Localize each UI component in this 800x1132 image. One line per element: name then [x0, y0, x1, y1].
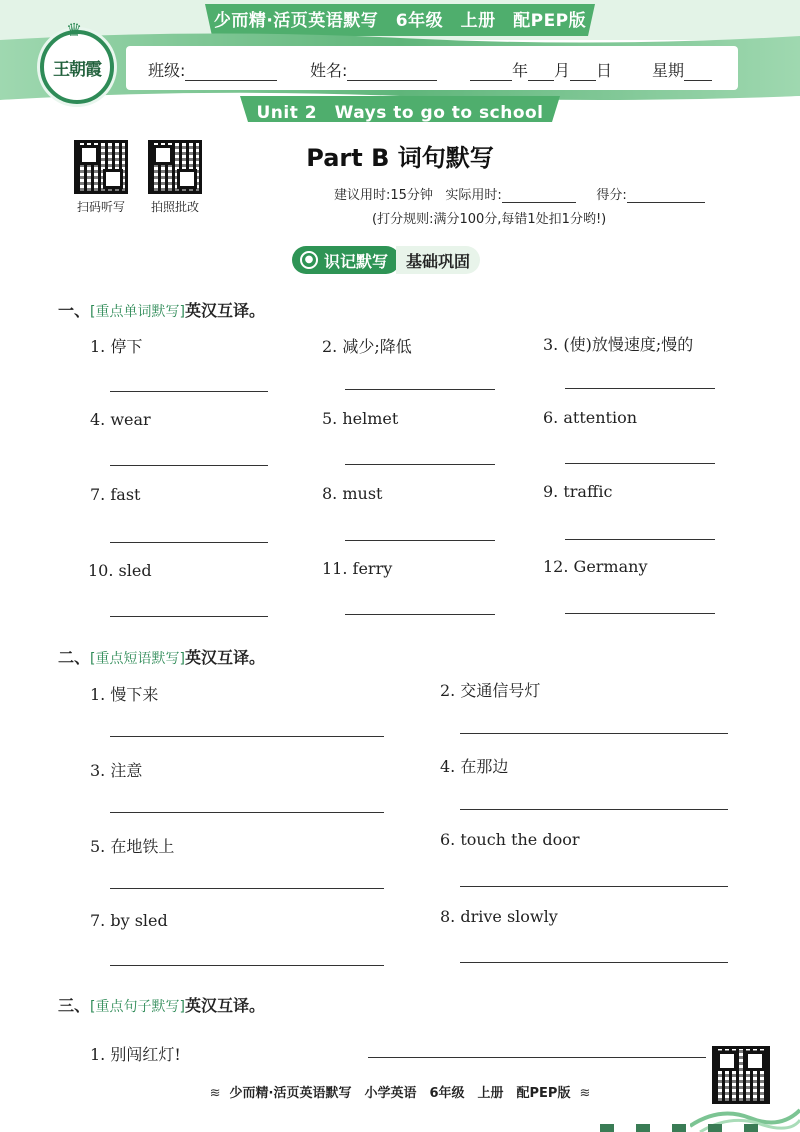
s1-item-10: 10. sled [88, 561, 152, 580]
listen-qr-caption: 扫码听写 [76, 200, 125, 214]
suggested-time: 建议用时:15分钟 [334, 188, 433, 203]
student-info-box [126, 46, 738, 90]
time-score-row [334, 184, 705, 203]
year-blank[interactable] [470, 63, 512, 81]
score-blank[interactable] [627, 189, 705, 203]
footer-wave-right: ≋ [579, 1086, 591, 1101]
edge-mark [672, 1124, 686, 1132]
section-1-instruction: 英汉互译。 [184, 301, 265, 320]
footer-wave-left: ≋ [209, 1086, 221, 1101]
day-label: 日 [596, 61, 613, 80]
s1-answer-line-7[interactable] [110, 542, 268, 543]
name-blank[interactable] [347, 63, 437, 81]
weekday-label: 星期 [652, 61, 685, 80]
s2-answer-line-7[interactable] [110, 965, 384, 966]
s1-answer-line-8[interactable] [345, 540, 495, 541]
s1-item-3: 3. (使)放慢速度;慢的 [543, 335, 694, 354]
month-label: 月 [554, 61, 571, 80]
s1-item-6: 6. attention [543, 408, 638, 427]
s1-item-7: 7. fast [90, 485, 141, 504]
s2-item-4: 4. 在那边 [440, 757, 509, 776]
grade-qr-caption: 拍照批改 [150, 200, 199, 214]
grade-qr-code[interactable] [148, 140, 202, 194]
series-title: 少而精·活页英语默写 6年级 上册 配PEP版 [213, 11, 587, 31]
section-1-number: 一、 [58, 301, 91, 320]
edge-mark [744, 1124, 758, 1132]
edge-mark [600, 1124, 614, 1132]
class-blank[interactable] [185, 63, 277, 81]
edge-mark [708, 1124, 722, 1132]
s1-answer-line-12[interactable] [565, 613, 715, 614]
name-label: 姓名: [310, 61, 348, 80]
s2-item-6: 6. touch the door [440, 830, 580, 849]
day-blank[interactable] [570, 63, 596, 81]
banner-main-label: 识记默写 [324, 251, 389, 271]
s1-answer-line-11[interactable] [345, 614, 495, 615]
section-3-tag: [重点句子默写] [90, 999, 185, 1015]
section-3-heading [58, 993, 265, 1016]
weekday-field[interactable] [652, 58, 712, 81]
section-3-number: 三、 [58, 996, 91, 1015]
name-field[interactable] [310, 58, 437, 81]
weekday-blank[interactable] [684, 63, 712, 81]
header-band [0, 0, 800, 124]
section-2-instruction: 英汉互译。 [184, 648, 265, 667]
section-1-tag: [重点单词默写] [90, 304, 185, 320]
unit-title: Unit 2 Ways to go to school [256, 103, 544, 123]
s1-item-11: 11. ferry [322, 559, 393, 578]
section-banner [292, 246, 480, 274]
s2-item-5: 5. 在地铁上 [90, 837, 175, 856]
section-2-number: 二、 [58, 648, 91, 667]
s2-answer-line-1[interactable] [110, 736, 384, 737]
s2-item-8: 8. drive slowly [440, 907, 558, 926]
month-blank[interactable] [528, 63, 554, 81]
score-label: 得分: [596, 188, 627, 203]
s2-answer-line-8[interactable] [460, 962, 728, 963]
footer-text: 少而精·活页英语默写 小学英语 6年级 上册 配PEP版 [229, 1086, 571, 1101]
section-1-heading [58, 298, 265, 321]
page-footer [0, 1082, 800, 1101]
s1-item-12: 12. Germany [543, 557, 648, 576]
date-field[interactable] [470, 58, 612, 81]
s1-answer-line-6[interactable] [565, 463, 715, 464]
class-field[interactable] [148, 58, 277, 81]
edge-mark [636, 1124, 650, 1132]
s1-answer-line-1[interactable] [110, 391, 268, 392]
crown-icon: ♛ [66, 20, 83, 41]
s2-item-7: 7. by sled [90, 911, 168, 930]
memory-icon: ● [300, 251, 318, 269]
class-label: 班级: [148, 61, 186, 80]
s2-item-2: 2. 交通信号灯 [440, 681, 541, 700]
logo-text: 王朝霞 [53, 59, 101, 80]
s1-item-5: 5. helmet [322, 409, 399, 428]
s1-item-1: 1. 停下 [90, 337, 143, 356]
bottom-edge-marks [600, 1124, 800, 1132]
s2-answer-line-6[interactable] [460, 886, 728, 887]
banner-main [292, 246, 400, 274]
s2-answer-line-3[interactable] [110, 812, 384, 813]
banner-sub-label: 基础巩固 [396, 246, 480, 274]
s3-answer-line-1[interactable] [368, 1057, 706, 1058]
actual-time-label: 实际用时: [445, 188, 502, 203]
s1-answer-line-2[interactable] [345, 389, 495, 390]
s1-answer-line-10[interactable] [110, 616, 268, 617]
s2-answer-line-4[interactable] [460, 809, 728, 810]
s2-answer-line-2[interactable] [460, 733, 728, 734]
s1-answer-line-3[interactable] [565, 388, 715, 389]
listen-qr-code[interactable] [74, 140, 128, 194]
s2-item-1: 1. 慢下来 [90, 685, 159, 704]
s1-answer-line-5[interactable] [345, 464, 495, 465]
part-title: Part B 词句默写 [306, 144, 494, 172]
publisher-logo [40, 20, 114, 104]
section-2-tag: [重点短语默写] [90, 651, 185, 667]
actual-time-blank[interactable] [502, 189, 576, 203]
s1-item-2: 2. 减少;降低 [322, 337, 412, 356]
s2-item-3: 3. 注意 [90, 761, 143, 780]
year-label: 年 [512, 61, 529, 80]
s3-item-1: 1. 别闯红灯! [90, 1045, 181, 1064]
s1-item-4: 4. wear [90, 410, 151, 429]
grade-qr-block[interactable] [146, 140, 204, 215]
s1-answer-line-9[interactable] [565, 539, 715, 540]
listen-qr-block[interactable] [72, 140, 130, 215]
scoring-rule: (打分规则:满分100分,每错1处扣1分哟!) [372, 212, 607, 227]
section-3-instruction: 英汉互译。 [184, 996, 265, 1015]
s1-answer-line-4[interactable] [110, 465, 268, 466]
s2-answer-line-5[interactable] [110, 888, 384, 889]
s1-item-9: 9. traffic [543, 482, 613, 501]
s1-item-8: 8. must [322, 484, 383, 503]
section-2-heading [58, 645, 265, 668]
